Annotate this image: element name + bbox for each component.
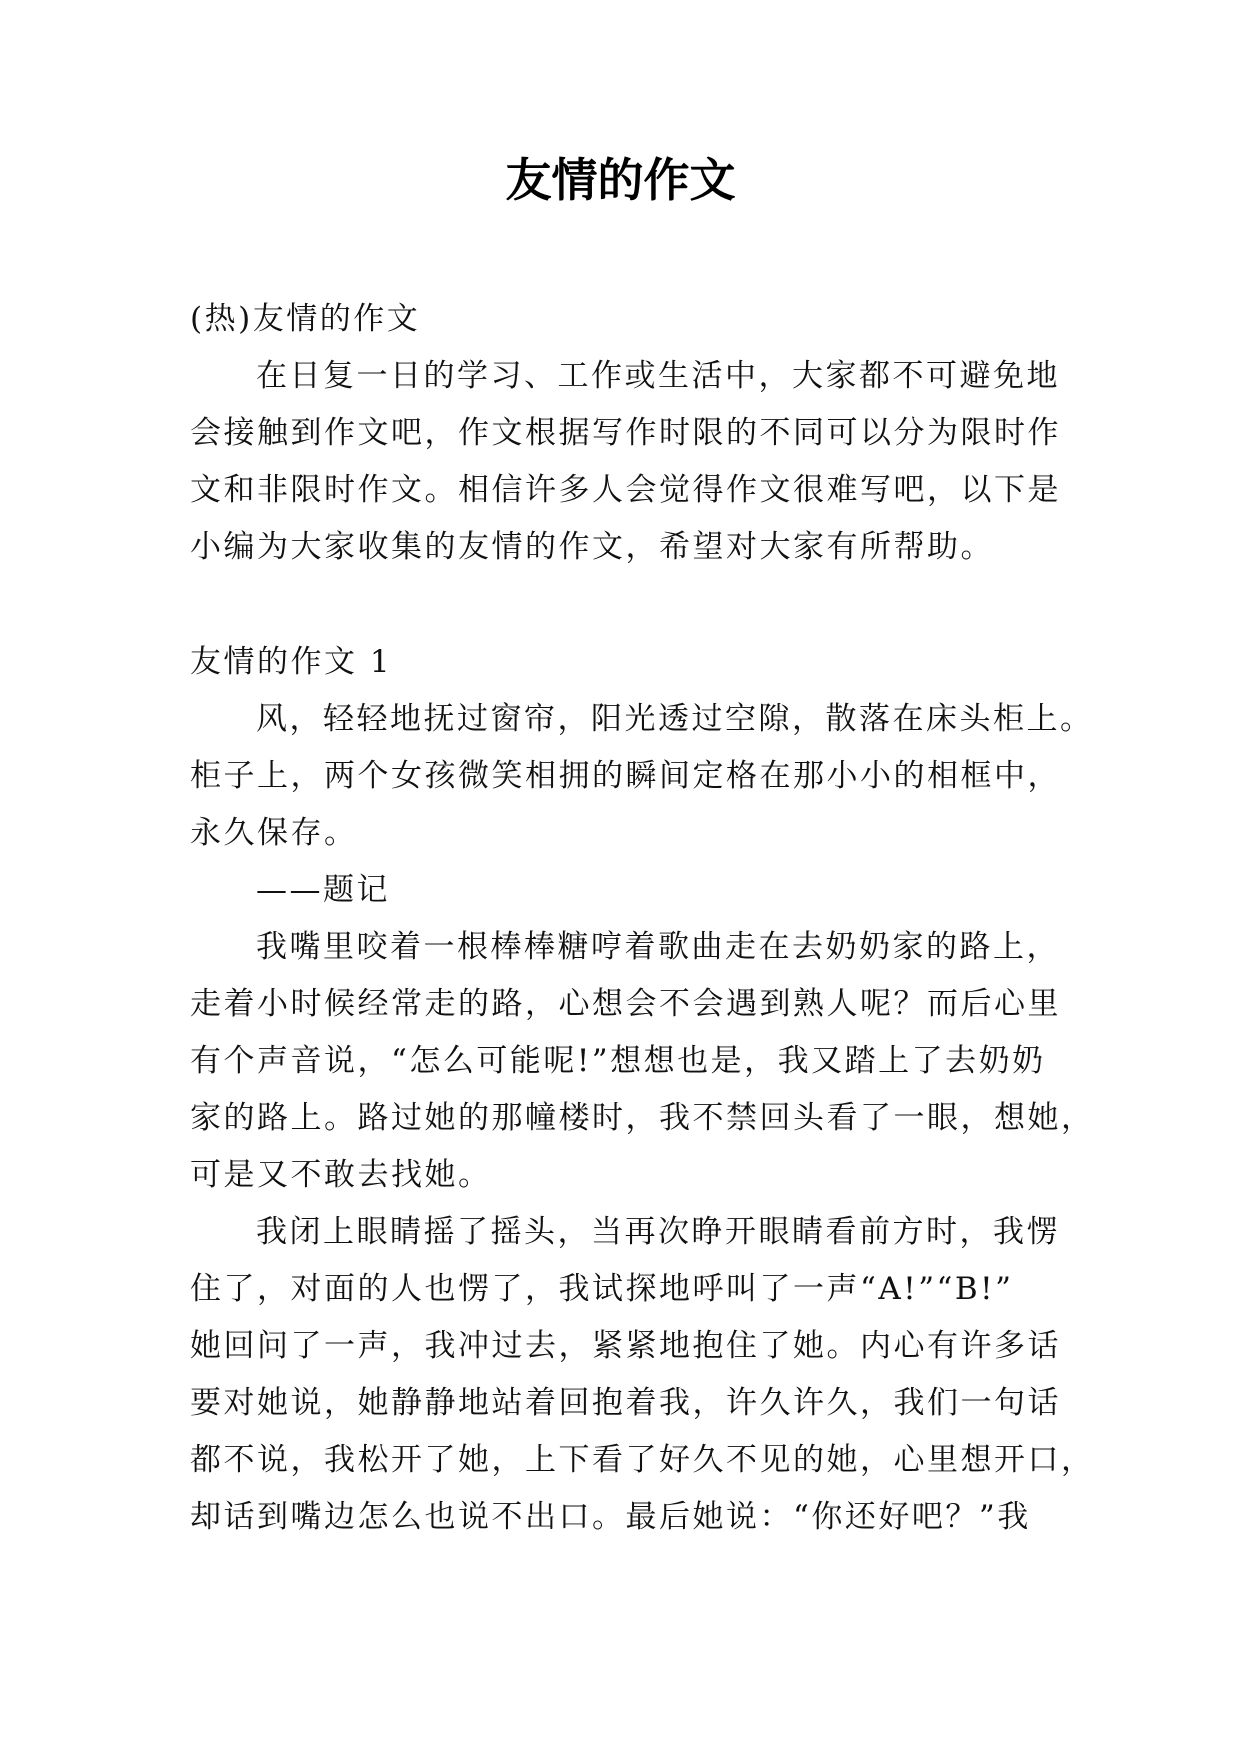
intro-line: 文和非限时作文。相信许多人会觉得作文很难写吧，以下是	[190, 472, 1061, 508]
section-heading: 友情的作文 1	[190, 644, 393, 680]
paragraph-line: 柜子上，两个女孩微笑相拥的瞬间定格在那小小的相框中，	[190, 758, 1061, 794]
intro-line: 会接触到作文吧，作文根据写作时限的不同可以分为限时作	[190, 415, 1061, 451]
epigraph: ——题记	[256, 872, 390, 908]
intro-line: 小编为大家收集的友情的作文，希望对大家有所帮助。	[190, 529, 994, 565]
paragraph-line: 家的路上。路过她的那幢楼时，我不禁回头看了一眼，想她，	[190, 1100, 1095, 1136]
intro-line: 在日复一日的学习、工作或生活中，大家都不可避免地	[256, 358, 1060, 394]
paragraph-line: 都不说，我松开了她，上下看了好久不见的她，心里想开口，	[190, 1442, 1095, 1478]
paragraph-line: 住了，对面的人也愣了，我试探地呼叫了一声“A!”“B!”	[190, 1271, 1014, 1307]
document-subtitle: (热)友情的作文	[190, 301, 421, 337]
paragraph-line: 我嘴里咬着一根棒棒糖哼着歌曲走在去奶奶家的路上，	[256, 929, 1060, 965]
paragraph-line: 却话到嘴边怎么也说不出口。最后她说：“你还好吧？”我	[190, 1499, 1031, 1535]
paragraph-line: 要对她说，她静静地站着回抱着我，许久许久，我们一句话	[190, 1385, 1061, 1421]
paragraph-line: 有个声音说，“怎么可能呢!”想想也是，我又踏上了去奶奶	[190, 1043, 1046, 1079]
paragraph-line: 风，轻轻地抚过窗帘，阳光透过空隙，散落在床头柜上。	[256, 701, 1094, 737]
paragraph-line: 走着小时候经常走的路，心想会不会遇到熟人呢？而后心里	[190, 986, 1061, 1022]
document-title: 友情的作文	[505, 153, 736, 207]
paragraph-line: 永久保存。	[190, 815, 358, 851]
paragraph-line: 她回问了一声，我冲过去，紧紧地抱住了她。内心有许多话	[190, 1328, 1061, 1364]
paragraph-line: 可是又不敢去找她。	[190, 1157, 492, 1193]
paragraph-line: 我闭上眼睛摇了摇头，当再次睁开眼睛看前方时，我愣	[256, 1214, 1060, 1250]
